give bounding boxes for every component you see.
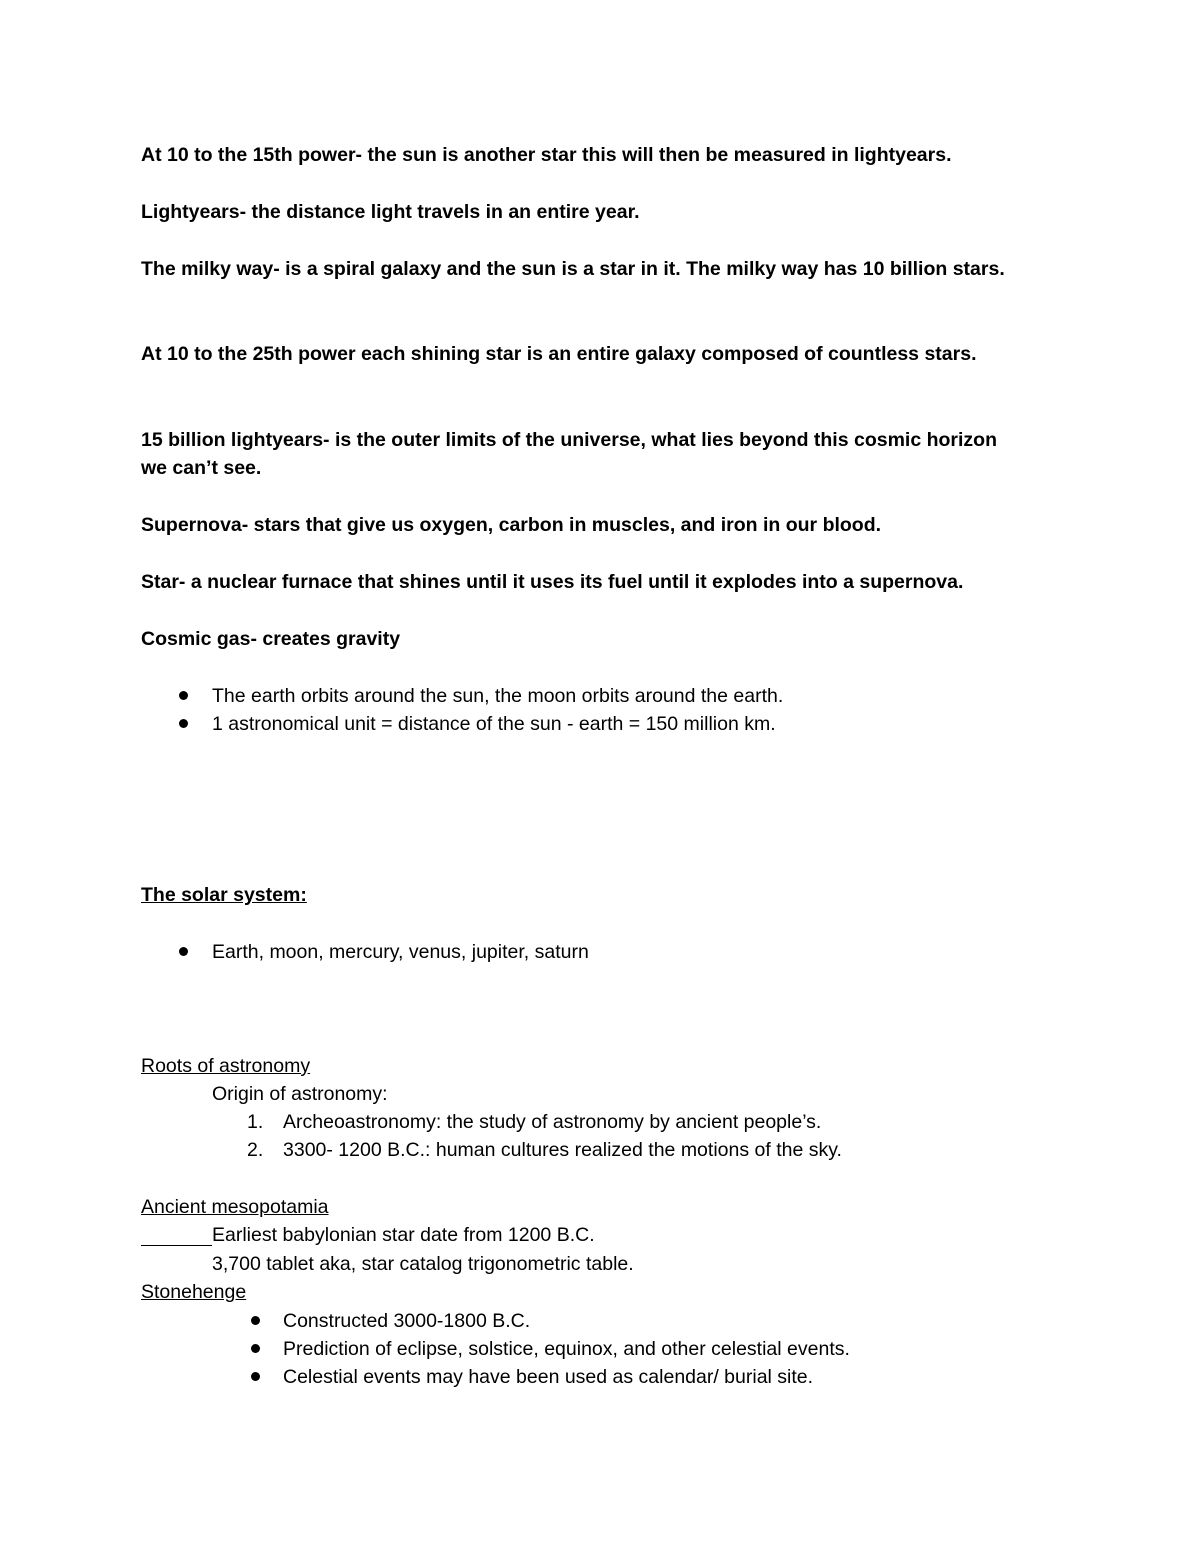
list-item: 3300- 1200 B.C.: human cultures realized the motions of the sky. bbox=[283, 1139, 842, 1161]
list-item: Earth, moon, mercury, venus, jupiter, saturn bbox=[212, 941, 589, 963]
list-item: Prediction of eclipse, solstice, equinox, and other celestial events. bbox=[283, 1338, 850, 1360]
bullet-icon bbox=[179, 947, 188, 956]
list-item: Celestial events may have been used as calendar/ burial site. bbox=[283, 1366, 814, 1388]
roots-subheading: Origin of astronomy: bbox=[212, 1083, 388, 1105]
bullet-icon bbox=[179, 719, 188, 728]
stonehenge-heading: Stonehenge bbox=[141, 1281, 247, 1303]
indent-underline bbox=[141, 1245, 212, 1246]
paragraph-25th-power: At 10 to the 25th power each shining star is an entire galaxy composed of countless stars. bbox=[141, 343, 977, 365]
bullet-icon bbox=[251, 1316, 260, 1325]
list-item: Constructed 3000-1800 B.C. bbox=[283, 1310, 531, 1332]
paragraph-star: Star- a nuclear furnace that shines until it uses its fuel until it explodes into a supernova. bbox=[141, 571, 964, 593]
bullet-icon bbox=[179, 691, 188, 700]
paragraph-15th-power: At 10 to the 15th power- the sun is another star this will then be measured in lightyears. bbox=[141, 144, 952, 166]
bullet-icon bbox=[251, 1372, 260, 1381]
mesopotamia-line: Earliest babylonian star date from 1200 B.C. bbox=[212, 1224, 595, 1246]
solar-system-heading: The solar system: bbox=[141, 884, 307, 906]
list-item: Archeoastronomy: the study of astronomy by ancient people’s. bbox=[283, 1111, 822, 1133]
list-item: The earth orbits around the sun, the moon orbits around the earth. bbox=[212, 685, 784, 707]
roots-heading: Roots of astronomy bbox=[141, 1055, 311, 1077]
bullet-icon bbox=[251, 1344, 260, 1353]
paragraph-cosmic-gas: Cosmic gas- creates gravity bbox=[141, 628, 401, 650]
paragraph-lightyears: Lightyears- the distance light travels in an entire year. bbox=[141, 201, 640, 223]
list-number: 2. bbox=[247, 1139, 264, 1161]
list-item: 1 astronomical unit = distance of the sun - earth = 150 million km. bbox=[212, 713, 776, 735]
mesopotamia-line: 3,700 tablet aka, star catalog trigonometric table. bbox=[212, 1253, 634, 1275]
paragraph-outer-limits: 15 billion lightyears- is the outer limits of the universe, what lies beyond this cosmic horizon we can’t see. bbox=[141, 429, 998, 479]
paragraph-milky-way: The milky way- is a spiral galaxy and the sun is a star in it. The milky way has 10 billion stars. bbox=[141, 258, 1005, 280]
list-number: 1. bbox=[247, 1111, 264, 1133]
mesopotamia-heading: Ancient mesopotamia bbox=[141, 1196, 329, 1218]
paragraph-supernova: Supernova- stars that give us oxygen, carbon in muscles, and iron in our blood. bbox=[141, 514, 882, 536]
